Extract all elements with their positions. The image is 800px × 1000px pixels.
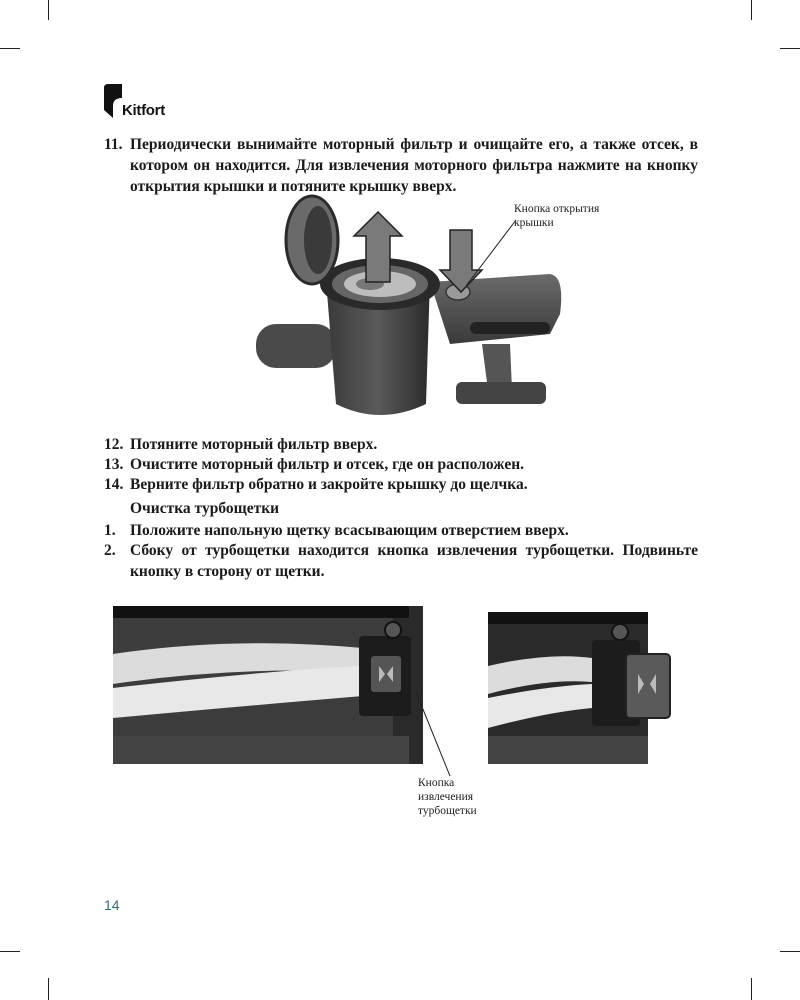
section-title: Очистка турбощетки: [130, 500, 280, 517]
step-text: Очистите моторный фильтр и отсек, где он расположен.: [130, 456, 525, 473]
page-number: 14: [104, 897, 120, 913]
turbobrush-left-photo: [113, 606, 423, 764]
step-number: 2.: [104, 542, 116, 559]
turbobrush-button-callout: Кнопка извлечения турбощетки: [418, 777, 477, 817]
crop-mark: [780, 48, 800, 49]
step-item: [104, 434, 698, 455]
crop-mark: [0, 951, 20, 952]
step-text: Потяните моторный фильтр вверх.: [130, 436, 378, 453]
step-number: 11.: [104, 136, 123, 153]
step-text: Сбоку от турбощетки находится кнопка извлечения турбощетки. Подвиньте кнопку в сторону от щетки.: [130, 542, 698, 580]
crop-mark: [751, 0, 752, 20]
crop-mark: [751, 978, 752, 1000]
step-number: 12.: [104, 436, 124, 453]
kitfort-logo-icon: [104, 84, 122, 118]
crop-mark: [48, 978, 49, 1000]
callout-line: [410, 690, 470, 780]
step-number: 1.: [104, 522, 116, 539]
crop-mark: [780, 951, 800, 952]
turbobrush-right-photo: [488, 612, 688, 764]
step-text: Верните фильтр обратно и закройте крышку до щелчка.: [130, 476, 528, 493]
step-item: [104, 540, 698, 584]
step-text: Положите напольную щетку всасывающим отверстием вверх.: [130, 522, 569, 539]
step-item: [104, 520, 698, 541]
crop-mark: [48, 0, 49, 20]
step-number: 14.: [104, 476, 124, 493]
brand-name: Kitfort: [122, 102, 165, 119]
lid-button-callout: Кнопка открытия крышки: [514, 203, 600, 229]
step-item: [104, 474, 698, 495]
crop-mark: [0, 48, 20, 49]
step-number: 13.: [104, 456, 124, 473]
step-item: [104, 454, 698, 475]
step-text: Периодически вынимайте моторный фильтр и очищайте его, а также отсек, в котором он находится. Для извлечения моторного фильтра нажмите на кнопку открытия крышки и потяните крышку вверх.: [130, 136, 698, 195]
step-item: [104, 134, 698, 198]
